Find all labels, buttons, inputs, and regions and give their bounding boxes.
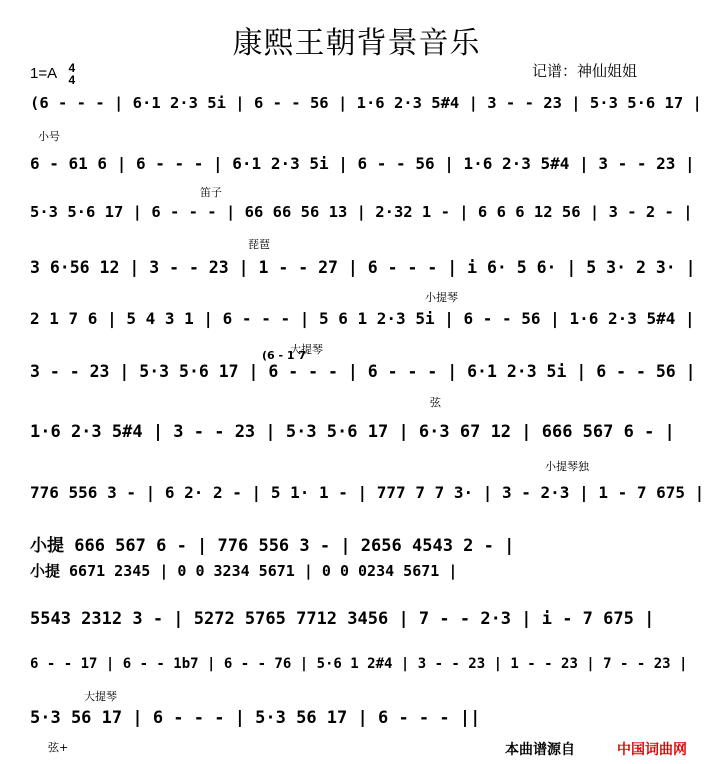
staff-line-2: 6 - 61 6 | 6 - - - | 6·1 2·3 5i | 6 - - 56 | 1·6 2·3 5#4 | 3 - - 23 | xyxy=(30,154,695,173)
staff-line-12: 6 - - 17 | 6 - - 1b7 | 6 - - 76 | 5·6 1 2#4 | 3 - - 23 | 1 - - 23 | 7 - - 23 | xyxy=(30,656,688,672)
staff-line-13: 5·3 56 17 | 6 - - - | 5·3 56 17 | 6 - - - || xyxy=(30,708,481,728)
source-note: 本曲谱源自 xyxy=(505,742,575,758)
key-signature xyxy=(30,62,75,86)
staff-line-4: 3 6·56 12 | 3 - - 23 | 1 - - 27 | 6 - - - | i 6· 5 6· | 5 3· 2 3· | xyxy=(30,258,696,277)
label-cello-2: 大提琴 xyxy=(84,690,117,703)
label-flute: 笛子 xyxy=(200,186,222,199)
label-cello: 大提琴 xyxy=(290,343,323,356)
label-cello-notes: (6 - 1 7 xyxy=(262,349,307,362)
label-pipa: 琵琶 xyxy=(248,238,270,251)
staff-line-11: 5543 2312 3 - | 5272 5765 7712 3456 | 7 - - 2·3 | i - 7 675 | xyxy=(30,609,655,629)
transcriber: 记谱：神仙姐姐 xyxy=(532,62,638,80)
staff-line-10: 小提 6671 2345 | 0 0 3234 5671 | 0 0 0234 5671 | xyxy=(30,562,458,580)
staff-line-8: 776 556 3 - | 6 2· 2 - | 5 1· 1 - | 777 7 7 3· | 3 - 2·3 | 1 - 7 675 | xyxy=(30,483,705,502)
label-violin-solo: 小提琴独 xyxy=(545,460,589,473)
staff-line-9: 小提 666 567 6 - | 776 556 3 - | 2656 4543 2 - | xyxy=(30,536,515,556)
label-violin: 小提琴 xyxy=(425,291,458,304)
time-signature-bottom: 4 xyxy=(68,73,76,87)
label-trumpet: 小号 xyxy=(38,130,60,143)
staff-line-7: 1·6 2·3 5#4 | 3 - - 23 | 5·3 5·6 17 | 6·3 67 12 | 666 567 6 - | xyxy=(30,422,675,442)
staff-line-1: (6 - - - | 6·1 2·3 5i | 6 - - 56 | 1·6 2·3 5#4 | 3 - - 23 | 5·3 5·6 17 | xyxy=(30,94,702,112)
staff-line-3: 5·3 5·6 17 | 6 - - - | 66 66 56 13 | 2·32 1 - | 6 6 6 12 56 | 3 - 2 - | xyxy=(30,203,693,221)
watermark[interactable]: 中国词曲网 xyxy=(617,742,687,758)
staff-line-6: 3 - - 23 | 5·3 5·6 17 | 6 - - - | 6 - - - | 6·1 2·3 5i | 6 - - 56 | xyxy=(30,362,696,381)
page-title: 康熙王朝背景音乐 xyxy=(232,26,481,61)
key-text: 1=A xyxy=(30,64,57,82)
label-strings: 弦 xyxy=(430,396,441,409)
time-signature xyxy=(68,62,75,86)
label-strings-plus: 弦+ xyxy=(48,741,69,754)
staff-line-5: 2 1 7 6 | 5 4 3 1 | 6 - - - | 5 6 1 2·3 5i | 6 - - 56 | 1·6 2·3 5#4 | xyxy=(30,309,695,328)
time-signature-top: 4 xyxy=(68,61,76,75)
